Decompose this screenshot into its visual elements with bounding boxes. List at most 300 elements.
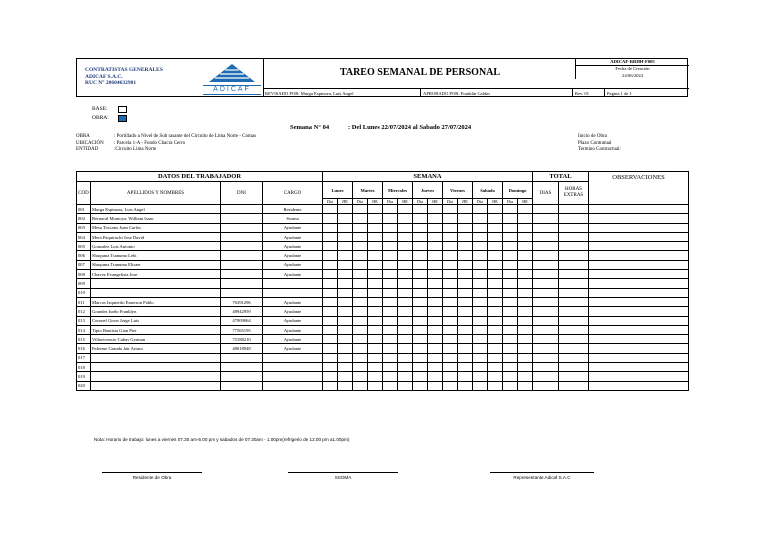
attendance-cell[interactable] (458, 270, 473, 279)
observaciones-cell[interactable] (589, 381, 689, 390)
attendance-cell[interactable] (458, 232, 473, 241)
attendance-cell[interactable] (458, 381, 473, 390)
attendance-cell[interactable] (368, 260, 383, 269)
attendance-cell[interactable] (323, 288, 338, 297)
attendance-cell[interactable] (503, 344, 518, 353)
attendance-cell[interactable] (338, 307, 353, 316)
attendance-cell[interactable] (473, 214, 488, 223)
attendance-cell[interactable] (503, 307, 518, 316)
observaciones-cell[interactable] (589, 205, 689, 214)
attendance-cell[interactable] (473, 232, 488, 241)
attendance-cell[interactable] (338, 335, 353, 344)
attendance-cell[interactable] (368, 335, 383, 344)
attendance-cell[interactable] (413, 381, 428, 390)
attendance-cell[interactable] (323, 307, 338, 316)
attendance-cell[interactable] (428, 325, 443, 334)
total-dias-cell[interactable] (533, 335, 559, 344)
attendance-cell[interactable] (458, 325, 473, 334)
attendance-cell[interactable] (323, 363, 338, 372)
attendance-cell[interactable] (383, 260, 398, 269)
attendance-cell[interactable] (383, 288, 398, 297)
attendance-cell[interactable] (323, 353, 338, 362)
total-dias-cell[interactable] (533, 223, 559, 232)
attendance-cell[interactable] (488, 353, 503, 362)
total-horas-cell[interactable] (559, 270, 589, 279)
attendance-cell[interactable] (323, 205, 338, 214)
attendance-cell[interactable] (383, 344, 398, 353)
attendance-cell[interactable] (413, 260, 428, 269)
attendance-cell[interactable] (413, 270, 428, 279)
attendance-cell[interactable] (323, 325, 338, 334)
attendance-cell[interactable] (488, 205, 503, 214)
attendance-cell[interactable] (413, 251, 428, 260)
attendance-cell[interactable] (428, 344, 443, 353)
attendance-cell[interactable] (443, 335, 458, 344)
attendance-cell[interactable] (428, 307, 443, 316)
attendance-cell[interactable] (428, 381, 443, 390)
attendance-cell[interactable] (503, 288, 518, 297)
attendance-cell[interactable] (338, 363, 353, 372)
attendance-cell[interactable] (338, 205, 353, 214)
attendance-cell[interactable] (443, 260, 458, 269)
attendance-cell[interactable] (473, 251, 488, 260)
total-horas-cell[interactable] (559, 288, 589, 297)
attendance-cell[interactable] (323, 335, 338, 344)
attendance-cell[interactable] (398, 251, 413, 260)
total-horas-cell[interactable] (559, 205, 589, 214)
total-dias-cell[interactable] (533, 307, 559, 316)
attendance-cell[interactable] (398, 242, 413, 251)
attendance-cell[interactable] (353, 251, 368, 260)
attendance-cell[interactable] (383, 363, 398, 372)
attendance-cell[interactable] (443, 279, 458, 288)
attendance-cell[interactable] (428, 372, 443, 381)
attendance-cell[interactable] (488, 363, 503, 372)
attendance-cell[interactable] (458, 260, 473, 269)
attendance-cell[interactable] (443, 232, 458, 241)
attendance-cell[interactable] (473, 381, 488, 390)
attendance-cell[interactable] (398, 297, 413, 306)
attendance-cell[interactable] (353, 372, 368, 381)
attendance-cell[interactable] (413, 297, 428, 306)
attendance-cell[interactable] (518, 205, 533, 214)
attendance-cell[interactable] (488, 251, 503, 260)
attendance-cell[interactable] (368, 297, 383, 306)
attendance-cell[interactable] (488, 381, 503, 390)
attendance-cell[interactable] (368, 270, 383, 279)
attendance-cell[interactable] (443, 251, 458, 260)
attendance-cell[interactable] (323, 214, 338, 223)
total-horas-cell[interactable] (559, 381, 589, 390)
attendance-cell[interactable] (503, 335, 518, 344)
attendance-cell[interactable] (443, 205, 458, 214)
attendance-cell[interactable] (383, 242, 398, 251)
attendance-cell[interactable] (398, 223, 413, 232)
attendance-cell[interactable] (413, 214, 428, 223)
attendance-cell[interactable] (368, 205, 383, 214)
attendance-cell[interactable] (338, 288, 353, 297)
attendance-cell[interactable] (338, 270, 353, 279)
attendance-cell[interactable] (488, 335, 503, 344)
attendance-cell[interactable] (443, 242, 458, 251)
attendance-cell[interactable] (398, 344, 413, 353)
total-dias-cell[interactable] (533, 205, 559, 214)
attendance-cell[interactable] (368, 223, 383, 232)
attendance-cell[interactable] (518, 270, 533, 279)
attendance-cell[interactable] (458, 242, 473, 251)
attendance-cell[interactable] (368, 288, 383, 297)
attendance-cell[interactable] (338, 242, 353, 251)
attendance-cell[interactable] (458, 344, 473, 353)
attendance-cell[interactable] (383, 232, 398, 241)
attendance-cell[interactable] (383, 372, 398, 381)
attendance-cell[interactable] (338, 232, 353, 241)
total-dias-cell[interactable] (533, 316, 559, 325)
attendance-cell[interactable] (413, 223, 428, 232)
attendance-cell[interactable] (323, 372, 338, 381)
observaciones-cell[interactable] (589, 260, 689, 269)
attendance-cell[interactable] (398, 232, 413, 241)
attendance-cell[interactable] (338, 251, 353, 260)
observaciones-cell[interactable] (589, 223, 689, 232)
total-dias-cell[interactable] (533, 344, 559, 353)
attendance-cell[interactable] (503, 279, 518, 288)
observaciones-cell[interactable] (589, 363, 689, 372)
total-horas-cell[interactable] (559, 279, 589, 288)
attendance-cell[interactable] (443, 344, 458, 353)
attendance-cell[interactable] (413, 307, 428, 316)
total-dias-cell[interactable] (533, 260, 559, 269)
total-dias-cell[interactable] (533, 251, 559, 260)
attendance-cell[interactable] (488, 316, 503, 325)
attendance-cell[interactable] (518, 288, 533, 297)
attendance-cell[interactable] (458, 353, 473, 362)
attendance-cell[interactable] (398, 335, 413, 344)
attendance-cell[interactable] (473, 316, 488, 325)
attendance-cell[interactable] (458, 335, 473, 344)
attendance-cell[interactable] (488, 214, 503, 223)
total-horas-cell[interactable] (559, 325, 589, 334)
attendance-cell[interactable] (413, 325, 428, 334)
observaciones-cell[interactable] (589, 297, 689, 306)
attendance-cell[interactable] (323, 381, 338, 390)
total-dias-cell[interactable] (533, 279, 559, 288)
attendance-cell[interactable] (443, 288, 458, 297)
observaciones-cell[interactable] (589, 353, 689, 362)
attendance-cell[interactable] (458, 316, 473, 325)
attendance-cell[interactable] (353, 288, 368, 297)
attendance-cell[interactable] (338, 223, 353, 232)
attendance-cell[interactable] (323, 297, 338, 306)
attendance-cell[interactable] (503, 223, 518, 232)
attendance-cell[interactable] (518, 307, 533, 316)
attendance-cell[interactable] (473, 344, 488, 353)
attendance-cell[interactable] (338, 325, 353, 334)
observaciones-cell[interactable] (589, 251, 689, 260)
attendance-cell[interactable] (473, 307, 488, 316)
attendance-cell[interactable] (488, 279, 503, 288)
attendance-cell[interactable] (338, 297, 353, 306)
attendance-cell[interactable] (518, 372, 533, 381)
attendance-cell[interactable] (323, 242, 338, 251)
total-dias-cell[interactable] (533, 325, 559, 334)
attendance-cell[interactable] (458, 223, 473, 232)
attendance-cell[interactable] (443, 372, 458, 381)
observaciones-cell[interactable] (589, 335, 689, 344)
attendance-cell[interactable] (383, 307, 398, 316)
attendance-cell[interactable] (383, 223, 398, 232)
attendance-cell[interactable] (413, 353, 428, 362)
total-horas-cell[interactable] (559, 335, 589, 344)
attendance-cell[interactable] (338, 372, 353, 381)
attendance-cell[interactable] (398, 372, 413, 381)
attendance-cell[interactable] (398, 363, 413, 372)
attendance-cell[interactable] (428, 288, 443, 297)
attendance-cell[interactable] (428, 214, 443, 223)
attendance-cell[interactable] (413, 316, 428, 325)
attendance-cell[interactable] (488, 242, 503, 251)
attendance-cell[interactable] (398, 325, 413, 334)
attendance-cell[interactable] (488, 297, 503, 306)
attendance-cell[interactable] (503, 372, 518, 381)
attendance-cell[interactable] (473, 270, 488, 279)
total-dias-cell[interactable] (533, 372, 559, 381)
attendance-cell[interactable] (518, 297, 533, 306)
attendance-cell[interactable] (428, 242, 443, 251)
attendance-cell[interactable] (443, 223, 458, 232)
attendance-cell[interactable] (353, 223, 368, 232)
attendance-cell[interactable] (518, 260, 533, 269)
attendance-cell[interactable] (473, 353, 488, 362)
attendance-cell[interactable] (368, 344, 383, 353)
attendance-cell[interactable] (458, 288, 473, 297)
attendance-cell[interactable] (413, 335, 428, 344)
attendance-cell[interactable] (428, 279, 443, 288)
attendance-cell[interactable] (518, 325, 533, 334)
attendance-cell[interactable] (488, 325, 503, 334)
attendance-cell[interactable] (383, 251, 398, 260)
attendance-cell[interactable] (443, 325, 458, 334)
total-horas-cell[interactable] (559, 316, 589, 325)
attendance-cell[interactable] (368, 214, 383, 223)
attendance-cell[interactable] (443, 214, 458, 223)
total-horas-cell[interactable] (559, 353, 589, 362)
attendance-cell[interactable] (503, 381, 518, 390)
attendance-cell[interactable] (398, 353, 413, 362)
attendance-cell[interactable] (413, 363, 428, 372)
attendance-cell[interactable] (398, 260, 413, 269)
attendance-cell[interactable] (488, 232, 503, 241)
attendance-cell[interactable] (458, 363, 473, 372)
attendance-cell[interactable] (368, 232, 383, 241)
attendance-cell[interactable] (338, 214, 353, 223)
attendance-cell[interactable] (323, 260, 338, 269)
attendance-cell[interactable] (368, 325, 383, 334)
attendance-cell[interactable] (413, 288, 428, 297)
attendance-cell[interactable] (503, 297, 518, 306)
attendance-cell[interactable] (323, 270, 338, 279)
attendance-cell[interactable] (428, 297, 443, 306)
attendance-cell[interactable] (503, 205, 518, 214)
attendance-cell[interactable] (323, 232, 338, 241)
attendance-cell[interactable] (443, 270, 458, 279)
attendance-cell[interactable] (458, 214, 473, 223)
attendance-cell[interactable] (323, 279, 338, 288)
attendance-cell[interactable] (338, 344, 353, 353)
attendance-cell[interactable] (473, 242, 488, 251)
attendance-cell[interactable] (428, 270, 443, 279)
attendance-cell[interactable] (413, 242, 428, 251)
attendance-cell[interactable] (338, 353, 353, 362)
total-dias-cell[interactable] (533, 353, 559, 362)
attendance-cell[interactable] (503, 363, 518, 372)
attendance-cell[interactable] (518, 242, 533, 251)
attendance-cell[interactable] (443, 297, 458, 306)
attendance-cell[interactable] (368, 381, 383, 390)
attendance-cell[interactable] (353, 353, 368, 362)
total-horas-cell[interactable] (559, 344, 589, 353)
attendance-cell[interactable] (443, 353, 458, 362)
attendance-cell[interactable] (368, 251, 383, 260)
total-dias-cell[interactable] (533, 232, 559, 241)
attendance-cell[interactable] (473, 325, 488, 334)
attendance-cell[interactable] (488, 307, 503, 316)
attendance-cell[interactable] (413, 232, 428, 241)
observaciones-cell[interactable] (589, 325, 689, 334)
attendance-cell[interactable] (338, 316, 353, 325)
total-dias-cell[interactable] (533, 214, 559, 223)
attendance-cell[interactable] (353, 260, 368, 269)
attendance-cell[interactable] (398, 214, 413, 223)
attendance-cell[interactable] (428, 251, 443, 260)
attendance-cell[interactable] (368, 307, 383, 316)
attendance-cell[interactable] (398, 205, 413, 214)
attendance-cell[interactable] (443, 381, 458, 390)
attendance-cell[interactable] (473, 335, 488, 344)
attendance-cell[interactable] (428, 335, 443, 344)
observaciones-cell[interactable] (589, 372, 689, 381)
attendance-cell[interactable] (488, 372, 503, 381)
total-dias-cell[interactable] (533, 288, 559, 297)
total-horas-cell[interactable] (559, 363, 589, 372)
attendance-cell[interactable] (398, 279, 413, 288)
attendance-cell[interactable] (353, 297, 368, 306)
attendance-cell[interactable] (473, 223, 488, 232)
attendance-cell[interactable] (353, 242, 368, 251)
attendance-cell[interactable] (383, 335, 398, 344)
attendance-cell[interactable] (413, 372, 428, 381)
attendance-cell[interactable] (353, 270, 368, 279)
attendance-cell[interactable] (518, 316, 533, 325)
total-dias-cell[interactable] (533, 270, 559, 279)
attendance-cell[interactable] (353, 344, 368, 353)
attendance-cell[interactable] (353, 205, 368, 214)
attendance-cell[interactable] (338, 381, 353, 390)
attendance-cell[interactable] (458, 307, 473, 316)
total-dias-cell[interactable] (533, 242, 559, 251)
total-horas-cell[interactable] (559, 242, 589, 251)
attendance-cell[interactable] (503, 251, 518, 260)
attendance-cell[interactable] (518, 363, 533, 372)
attendance-cell[interactable] (503, 214, 518, 223)
attendance-cell[interactable] (518, 223, 533, 232)
observaciones-cell[interactable] (589, 270, 689, 279)
attendance-cell[interactable] (518, 344, 533, 353)
attendance-cell[interactable] (428, 232, 443, 241)
attendance-cell[interactable] (338, 279, 353, 288)
attendance-cell[interactable] (458, 372, 473, 381)
total-horas-cell[interactable] (559, 214, 589, 223)
attendance-cell[interactable] (473, 363, 488, 372)
attendance-cell[interactable] (368, 353, 383, 362)
attendance-cell[interactable] (368, 279, 383, 288)
attendance-cell[interactable] (503, 316, 518, 325)
attendance-cell[interactable] (368, 372, 383, 381)
attendance-cell[interactable] (383, 279, 398, 288)
attendance-cell[interactable] (353, 214, 368, 223)
attendance-cell[interactable] (383, 297, 398, 306)
attendance-cell[interactable] (473, 297, 488, 306)
attendance-cell[interactable] (518, 251, 533, 260)
attendance-cell[interactable] (368, 242, 383, 251)
attendance-cell[interactable] (398, 270, 413, 279)
attendance-cell[interactable] (413, 279, 428, 288)
attendance-cell[interactable] (503, 260, 518, 269)
attendance-cell[interactable] (323, 344, 338, 353)
attendance-cell[interactable] (353, 363, 368, 372)
attendance-cell[interactable] (323, 251, 338, 260)
total-horas-cell[interactable] (559, 372, 589, 381)
attendance-cell[interactable] (443, 316, 458, 325)
attendance-cell[interactable] (323, 316, 338, 325)
attendance-cell[interactable] (383, 353, 398, 362)
attendance-cell[interactable] (473, 279, 488, 288)
attendance-cell[interactable] (413, 344, 428, 353)
total-horas-cell[interactable] (559, 251, 589, 260)
attendance-cell[interactable] (518, 335, 533, 344)
total-horas-cell[interactable] (559, 223, 589, 232)
observaciones-cell[interactable] (589, 214, 689, 223)
attendance-cell[interactable] (473, 372, 488, 381)
attendance-cell[interactable] (353, 232, 368, 241)
observaciones-cell[interactable] (589, 232, 689, 241)
attendance-cell[interactable] (368, 363, 383, 372)
total-horas-cell[interactable] (559, 232, 589, 241)
observaciones-cell[interactable] (589, 288, 689, 297)
attendance-cell[interactable] (488, 270, 503, 279)
attendance-cell[interactable] (353, 381, 368, 390)
attendance-cell[interactable] (518, 381, 533, 390)
attendance-cell[interactable] (518, 353, 533, 362)
total-horas-cell[interactable] (559, 297, 589, 306)
total-dias-cell[interactable] (533, 297, 559, 306)
attendance-cell[interactable] (338, 260, 353, 269)
attendance-cell[interactable] (353, 279, 368, 288)
attendance-cell[interactable] (383, 205, 398, 214)
attendance-cell[interactable] (383, 214, 398, 223)
attendance-cell[interactable] (413, 205, 428, 214)
attendance-cell[interactable] (473, 205, 488, 214)
attendance-cell[interactable] (353, 307, 368, 316)
attendance-cell[interactable] (428, 363, 443, 372)
attendance-cell[interactable] (518, 214, 533, 223)
attendance-cell[interactable] (353, 335, 368, 344)
attendance-cell[interactable] (488, 260, 503, 269)
attendance-cell[interactable] (428, 316, 443, 325)
attendance-cell[interactable] (428, 205, 443, 214)
total-horas-cell[interactable] (559, 260, 589, 269)
attendance-cell[interactable] (428, 223, 443, 232)
